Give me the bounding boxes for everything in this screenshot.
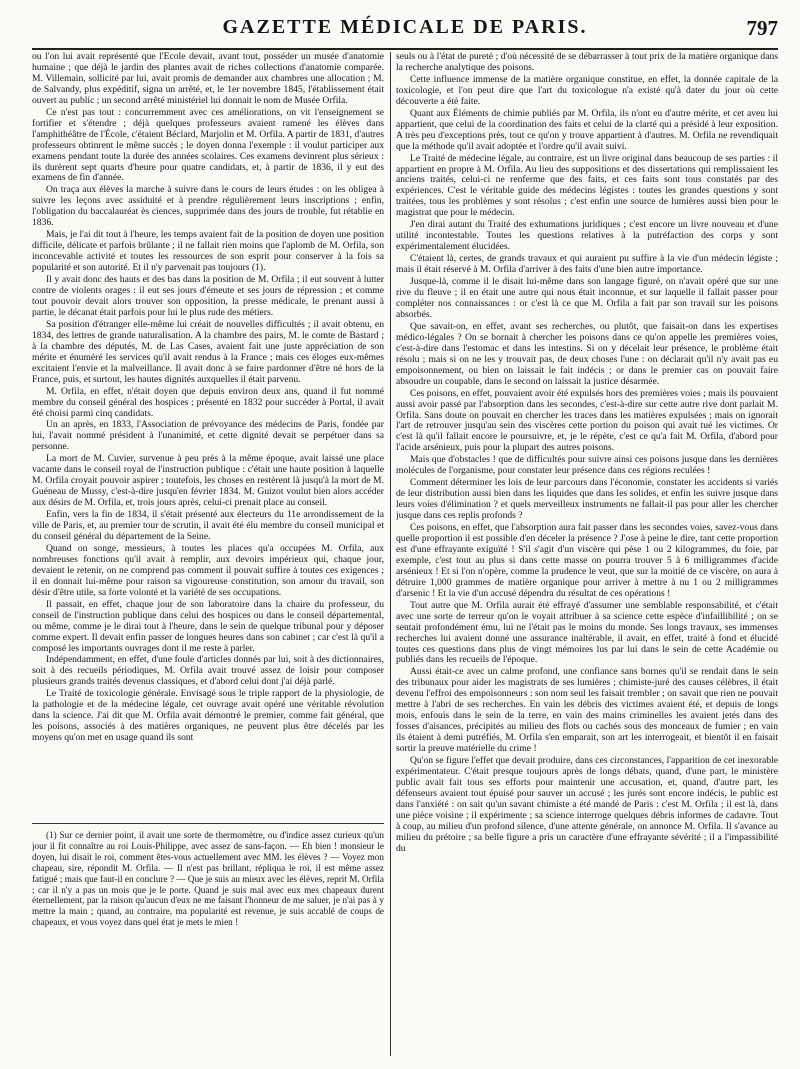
journal-title: GAZETTE MÉDICALE DE PARIS.	[222, 16, 588, 38]
left-column-paragraph: On traça aux élèves la marche à suivre dans le cours de leurs études : on les obligea à suivre les leçons avec assiduité et à prendre régulièrement leurs inscriptions ; enfin, l'obligation du baccalauréat ès ciences, supprimée dans des jours de trouble, fut rétablie en 1836.	[32, 184, 384, 229]
right-column-paragraph: C'étaient là, certes, de grands travaux et qui auraient pu suffire à la vie d'un médecin légiste ; mais il était réservé à M. Orfila d'arriver à des faits d'une bien autre importance.	[396, 253, 778, 276]
right-column-paragraph: Comment déterminer les lois de leur parcours dans l'économie, constater les accidents si variés de leur distribution aussi bien dans les liquides que dans les solides, et enfin les suivre jusque dans leurs voies d'élimination ? et quels merveilleux instruments ne fallait-il pas pour aller les chercher jusque dans ces replis profonds ?	[396, 477, 778, 522]
footnote-rule	[32, 823, 384, 824]
left-column-paragraph: Il passait, en effet, chaque jour de son laboratoire dans la chaire du professeur, du conseil de l'instruction publique dans celui des hospices ou dans le conseil départemental, ou même, comme je le dirai tout à l'heure, dans le sein de quelque tribunal pour y déposer comme expert. Il devait enfin passer de longues heures dans son cabinet ; car c'est là qu'il a composé les importants ouvrages dont il me reste à parler.	[32, 598, 384, 654]
right-column-paragraph: Le Traité de médecine légale, au contraire, est un livre original dans beaucoup de ses parties : il appartient en propre à M. Orfila. Au lieu des suppositions et des dissertations qui remplissaient les anciens traités, celui-ci ne renferme que des faits, et ces faits sont tous constatés par des expériences. C'est le véritable guide des médecins légistes : toutes les grandes questions y sont traitées, tous les problèmes y sont résolus ; c'est enfin une source de lumières aussi bien pour le magistrat que pour le médecin.	[396, 152, 778, 219]
left-column-paragraph: Le Traité de toxicologie générale. Envisagé sous le triple rapport de la physiologie, de la pathologie et de la médecine légale, cet ouvrage avait opéré une véritable révolution dans la science. J'ai dit que M. Orfila avait démontré le premier, comme fait général, que les poisons, associés à des matières organiques, ne peuvent plus être décelés par les moyens qu'on met en usage quand ils sont	[32, 688, 384, 744]
left-column-paragraph: Un an après, en 1833, l'Association de prévoyance des médecins de Paris, fondée par lui, l'avait nommé président à l'unanimité, et cette dignité devait se perpétuer dans sa personne.	[32, 419, 384, 453]
right-column-paragraph: Ces poisons, en effet, que l'absorption aura fait passer dans les secondes voies, savez-vous dans quelle proportion il est possible d'en déceler la présence ? J'ose à peine le dire, tant cette proportion est d'une effrayante exiguïté ! S'il s'agit d'un viscère qui pèse 1 ou 2 kilogrammes, du foie, par exemple, c'est tout au plus si dans cette masse on pourra trouver 5 à 6 milligrammes d'acide arsénieux ! Et si l'on n'opère, comme la prudence le veut, que sur la moitié de ce viscère, on aura à détruire 1,000 grammes de matière organique pour arriver à mettre à nu 1 ou 2 milligrammes d'arsenic ! Et la vie d'un accusé dépendra du résultat de ces opérations !	[396, 522, 778, 599]
left-column-paragraph: Sa position d'étranger elle-même lui créait de nouvelles difficultés ; il avait obtenu, en 1834, des lettres de grande naturalisation. A la chambre des pairs, M. le comte de Bastard ; à la chambre des députés, M. de Las Cases, avaient fait une juste appréciation de son mérite et énuméré les services qu'il avait rendus à la France ; mais ces éloges eux-mêmes excitaient l'envie et la malveillance. Il avait donc à se faire pardonner d'être né hors de la France, puis, et surtout, les hautes dignités auxquelles il était parvenu.	[32, 318, 384, 385]
right-column-paragraph: Que savait-on, en effet, avant ses recherches, ou plutôt, que faisait-on dans les expertises médico-légales ? On se bornait à chercher les poisons dans ce qu'on appelle les premières voies, c'est-à-dire dans l'estomac et dans les intestins. Si on y décelait leur présence, le problème était résolu ; mais si on ne les y trouvait pas, de deux choses l'une : on déclarait qu'il n'y avait pas eu empoisonnement, ou bien on laissait le fait indécis ; or dans le premier cas on pouvait faire absoudre un coupable, dans le second on laissait la justice désarmée.	[396, 320, 778, 387]
left-column-paragraph: Indépendamment, en effet, d'une foule d'articles donnés par lui, soit à des dictionnaires, soit à des recueils périodiques, M. Orfila avait trouvé assez de loisir pour composer plusieurs grands traités devenus classiques, et d'abord celui dont j'ai déjà parlé.	[32, 654, 384, 688]
left-column-paragraph: Quand on songe, messieurs, à toutes les places qu'a occupées M. Orfila, aux nombreuses fonctions qu'il avait à remplir, aux devoirs impérieux qui, chaque jour, devaient le retenir, on ne comprend pas comment il pouvait suffire à toutes ces exigences ; il en donnait lui-même pour raison sa vigoureuse constitution, son amour du travail, son désir d'être utile, sa forte volonté et la variété de ses occupations.	[32, 542, 384, 598]
right-column	[396, 52, 778, 1060]
page-header	[32, 16, 778, 46]
header-rule	[32, 48, 778, 50]
footnote-paragraph: (1) Sur ce dernier point, il avait une sorte de thermomètre, ou d'indice assez curieux qu'un jour il fit connaître au roi Louis-Philippe, avec assez de sans-façon. — Eh bien ! monsieur le doyen, lui disait le roi, comment êtes-vous actuellement avec MM. les élèves ? — Voyez mon chapeau, sire, répondit M. Orfila. — Il n'est pas brillant, répliqua le roi, il est même assez fatigué ; mais que faut-il en conclure ? — Que je suis au mieux avec les élèves, reprit M. Orfila ; car il n'y a pas un mois que je le porte. Quand je suis mal avec eux mes chapeaux durent éternellement, par la raison qu'aucun d'eux ne me faisant l'honneur de me saluer, je n'ai pas à y mettre la main ; quand, au contraire, ma popularité est revenue, je suis accablé de coups de chapeaux, et vous voyez dans quel état je mets le mien !	[32, 830, 384, 928]
right-column-paragraph: J'en dirai autant du Traité des exhumations juridiques ; c'est encore un livre nouveau et d'une utilité incontestable. Toutes les questions relatives à la putréfaction des corps y sont expérimentalement élucidées.	[396, 219, 778, 253]
left-column-paragraph: Enfin, vers la fin de 1834, il s'était présenté aux électeurs du 11e arrondissement de la ville de Paris, et, au premier tour de scrutin, il avait été élu membre du conseil municipal et du conseil général du département de la Seine.	[32, 509, 384, 542]
left-column-paragraph: Ce n'est pas tout : concurremment avec ces améliorations, on vit l'enseignement se fortifier et s'étendre ; déjà quelques professeurs avaient ramené les élèves dans l'amphithéâtre de l'École, c'étaient Béclard, Marjolin et M. Orfila. A partir de 1831, d'autres professeurs obtinrent le même succès ; le doyen donna l'exemple : il voulut participer aux examens pendant toute la durée des années scolaires. Ces examens devinrent plus sérieux : ils durèrent sept quarts d'heure pour quatre candidats, et, à partir de 1836, il y eut des examens de fin d'année.	[32, 106, 384, 184]
right-column-paragraph: seuls ou à l'état de pureté ; d'où nécessité de se débarrasser à tout prix de la matière organique dans la recherche analytique des poisons.	[396, 52, 778, 73]
left-column-paragraph: La mort de M. Cuvier, survenue à peu près à la même époque, avait laissé une place vacante dans le conseil royal de l'instruction publique : c'était une haute position à laquelle M. Orfila croyait pouvoir aspirer ; toutefois, les choses en restèrent là jusqu'à la mort de M. Guéneau de Mussy, c'est-à-dire jusqu'en février 1834. M. Guizot voulut bien alors accéder aux désirs de M. Orfila, et, trois jours après, celui-ci prenait place au conseil.	[32, 453, 384, 509]
right-column-paragraph: Ces poisons, en effet, pouvaient avoir été expulsés hors des premières voies ; mais ils pouvaient aussi avoir passé par l'absorption dans les secondes, c'est-à-dire sur cette autre rive dont parlait M. Orfila. Sans doute on pouvait en chercher les traces dans les matières expulsées ; mais on ignorait l'art de retrouver jusqu'au sein des viscères cette portion du poison qui avait tué les victimes. Or c'est là qu'il fallait encore le poursuivre, et, je le répète, c'est ce qu'a fait M. Orfila, d'abord pour l'acide arsénieux, puis pour la plupart des autres poisons.	[396, 387, 778, 454]
right-column-paragraph: Cette influence immense de la matière organique constitue, en effet, la donnée capitale de la toxicologie, et l'on peut dire que l'art du toxicologue n'a existé qu'à dater du jour où cette découverte a été faite.	[396, 73, 778, 107]
left-column-paragraph: M. Orfila, en effet, n'était doyen que depuis environ deux ans, quand il fut nommé membre du conseil général des hospices ; présenté en 1832 pour succéder à Portal, il avait été choisi parmi cinq candidats.	[32, 385, 384, 419]
right-column-paragraph: Aussi était-ce avec un calme profond, une confiance sans bornes qu'il se rendait dans le sein des tribunaux pour aider les magistrats de ses lumières ; chimiste-juré des causes célèbres, il était devenu l'effroi des empoisonneurs : son nom seul les faisait trembler ; on savait que rien ne pouvait mettre à l'abri de ses recherches. En vain les débris des victimes avaient été, et depuis de longs mois, enfouis dans le sein de la terre, en vain des mains criminelles les avaient jetés dans des fosses d'aisances, précipités au milieu des flots ou cachés sous des monceaux de fumier ; en vain ils étaient à demi putréfiés, M. Orfila s'en emparait, son art les interrogeait, et bientôt il en faisait sortir la preuve matérielle du crime !	[396, 666, 778, 755]
right-column-paragraph: Qu'on se figure l'effet que devait produire, dans ces circonstances, l'apparition de cet inexorable expérimentateur. C'était presque toujours après de longs débats, quand, d'une part, le ministère public avait fait tous ses efforts pour maintenir une accusation, et, quand, d'autre part, les défenseurs avaient tout épuisé pour sauver un accusé ; les jurés sont encore indécis, le public est dans l'anxiété : on sait qu'un savant chimiste a été mandé de Paris : c'est M. Orfila ; il est là, dans une pièce voisine ; il expérimente ; sa science interroge quelques débris informes de cadavre. Tout à coup, au milieu d'un profond silence, d'une attente générale, on annonce M. Orfila. Il s'avance au milieu du prétoire ; sa belle figure a pris un caractère d'une effrayante sévérité ; il a l'impassibilité du	[396, 755, 778, 854]
right-column-paragraph: Jusque-là, comme il le disait lui-même dans son langage figuré, on n'avait opéré que sur une rive du fleuve ; il en était une autre qui nous était inconnue, et sur laquelle il fallait passer pour compléter nos connaissances : or c'est là ce que M. Orfila a fait par son travail sur les poisons absorbés.	[396, 276, 778, 320]
left-column-paragraph: Il y avait donc des hauts et des bas dans la position de M. Orfila ; il eut souvent à lutter contre de violents orages : il eut ses jours d'émeute et ses jours de répression ; et comme tout pouvoir devait alors trouver son opposition, la presse médicale, le prenant aussi à partie, le décanat était parfois pour lui le plus rude des métiers.	[32, 274, 384, 318]
footnote-block	[32, 823, 384, 1055]
page-number: 797	[746, 16, 778, 40]
right-column-paragraph: Quant aux Éléments de chimie publiés par M. Orfila, ils n'ont eu d'autre mérite, et cet aveu lui appartient, que celui de la coordination des faits et celui de la clarté qui a présidé à leur exposition. A très peu d'exceptions près, tout ce qu'on y trouve appartient à d'autres. M. Orfila ne revendiquait que la méthode qu'il avait adoptée et l'ordre qu'il avait suivi.	[396, 107, 778, 152]
left-column-paragraph: ou l'on lui avait représenté que l'École devait, avant tout, posséder un musée d'anatomie humaine ; que déjà le jardin des plantes avait de riches collections d'anatomie comparée. M. Villemain, sollicité par lui, avait promis de demander aux chambres une allocation ; M. de Salvandy, plus expéditif, signa un arrêté, et, le 1er novembre 1845, l'établissement était ouvert au public ; un second arrêté ministériel lui donnait le nom de Musée Orfila.	[32, 52, 384, 106]
left-column-paragraph: Mais, je l'ai dit tout à l'heure, les temps avaient fait de la position de doyen une position difficile, délicate et parfois brûlante ; il ne fallait rien moins que l'aplomb de M. Orfila, son inconcevable activité et toutes les ressources de son esprit pour conserver à la fois sa popularité et son autorité. Et il n'y parvenait pas toujours (1).	[32, 229, 384, 274]
right-column-paragraph: Mais que d'obstacles ! que de difficultés pour suivre ainsi ces poisons jusque dans les dernières molécules de l'organisme, pour constater leur présence dans ces régions reculées !	[396, 454, 778, 477]
column-divider	[390, 52, 391, 1056]
right-column-paragraph: Tout autre que M. Orfila aurait été effrayé d'assumer une semblable responsabilité, et c'était avec une sorte de terreur qu'on le voyait attribuer à sa science cette espèce d'infaillibilité ; on se sentait profondément ému, lui ne l'était pas le moins du monde. Ses longs travaux, ses immenses recherches lui avaient donné une assurance inaltérable, il avait, en effet, traité à fond et élucidé toutes ces questions dans plus de vingt mémoires lus par lui dans le sein de cette Académie ou publiés dans les recueils de l'époque.	[396, 599, 778, 666]
